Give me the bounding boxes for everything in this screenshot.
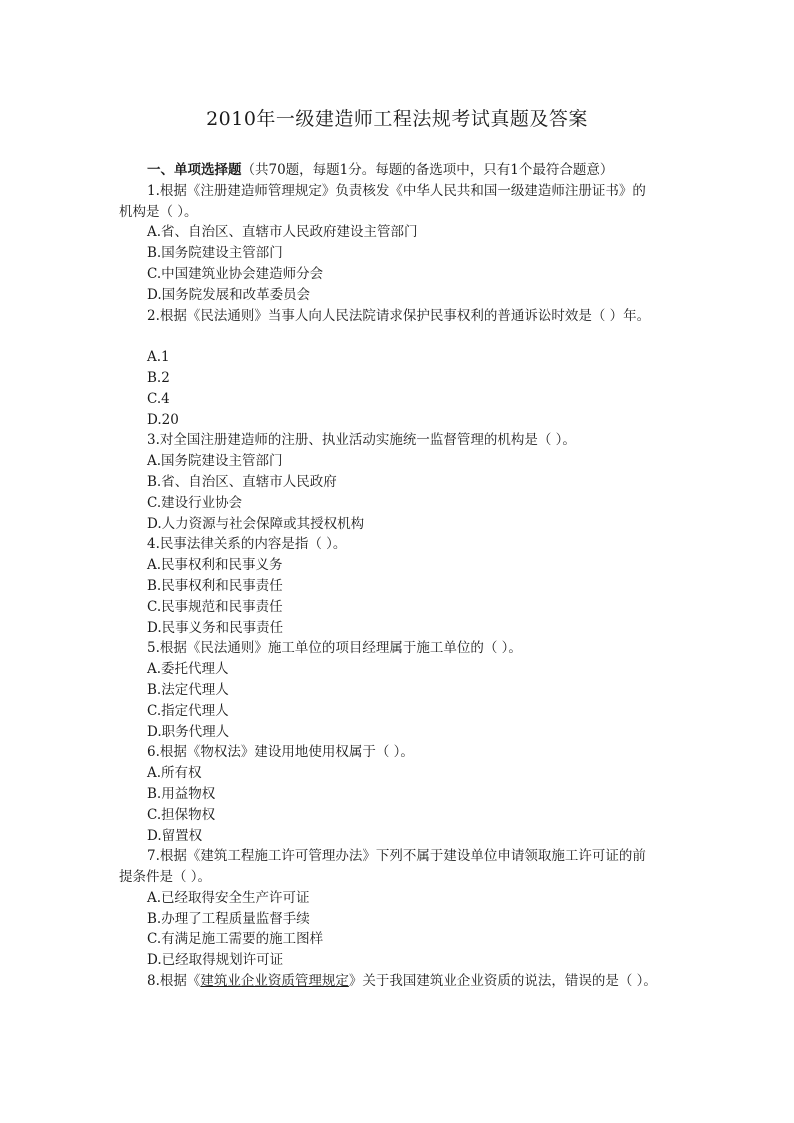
question-stem: 5.根据《民法通则》施工单位的项目经理属于施工单位的（ ）。 (147, 640, 522, 657)
answer-option: C.担保物权 (147, 806, 216, 823)
answer-option: A.1 (147, 349, 170, 366)
answer-option: D.职务代理人 (147, 723, 230, 740)
answer-option: A.已经取得安全生产许可证 (147, 889, 310, 906)
blank-line (119, 326, 679, 347)
answer-option: A.委托代理人 (147, 661, 229, 678)
answer-option: C.有满足施工需要的施工图样 (147, 931, 324, 948)
answer-option: D.人力资源与社会保障或其授权机构 (147, 515, 365, 532)
answer-option: D.国务院发展和改革委员会 (147, 286, 311, 303)
question-stem (119, 971, 679, 992)
question-stem: 3.对全国注册建造师的注册、执业活动实施统一监督管理的机构是（ ）。 (147, 432, 576, 449)
document-title: 2010年一级建造师工程法规考试真题及答案 (206, 108, 588, 130)
answer-option: D.民事义务和民事责任 (147, 619, 284, 636)
answer-option: C.中国建筑业协会建造师分会 (147, 265, 324, 282)
question-stem-continued: 提条件是（ ）。 (119, 869, 212, 886)
section-note: （共70题，每题1分。每题的备选项中，只有1个最符合题意） (241, 162, 614, 178)
answer-option: B.2 (147, 369, 170, 386)
answer-option: C.4 (147, 390, 170, 407)
question-stem: 2.根据《民法通则》当事人向人民法院请求保护民事权利的普通诉讼时效是（ ）年。 (147, 307, 651, 324)
answer-option: A.省、自治区、直辖市人民政府建设主管部门 (147, 224, 418, 241)
underlined-term: 建筑业企业资质管理规定 (200, 973, 349, 990)
answer-option: B.法定代理人 (147, 681, 229, 698)
answer-option: B.国务院建设主管部门 (147, 245, 283, 262)
question-stem-suffix: 》关于我国建筑业企业资质的说法，错误的是（ ）。 (348, 973, 657, 990)
answer-option: D.留置权 (147, 827, 203, 844)
question-stem: 7.根据《建筑工程施工许可管理办法》下列不属于建设单位申请领取施工许可证的前 (147, 848, 646, 865)
answer-option: B.省、自治区、直辖市人民政府 (147, 473, 337, 490)
question-stem-continued: 机构是（ ）。 (119, 203, 198, 220)
answer-option: B.用益物权 (147, 785, 216, 802)
question-stem: 6.根据《物权法》建设用地使用权属于（ ）。 (147, 744, 414, 761)
answer-option: C.指定代理人 (147, 702, 229, 719)
answer-option: C.民事规范和民事责任 (147, 598, 283, 615)
question-stem: 4.民事法律关系的内容是指（ ）。 (147, 536, 347, 553)
answer-option: A.民事权利和民事义务 (147, 557, 283, 574)
section-head-label: 一、单项选择题 (147, 162, 242, 178)
answer-option: A.所有权 (147, 765, 202, 782)
answer-option: B.民事权利和民事责任 (147, 577, 283, 594)
question-stem-prefix: 8.根据《 (147, 973, 201, 990)
answer-option: C.建设行业协会 (147, 494, 243, 511)
answer-option: D.已经取得规划许可证 (147, 952, 284, 969)
answer-option: D.20 (147, 411, 179, 428)
question-stem: 1.根据《注册建造师管理规定》负责核发《中华人民共和国一级建造师注册证书》的 (147, 182, 646, 199)
answer-option: B.办理了工程质量监督手续 (147, 910, 310, 927)
document-body (119, 160, 679, 992)
section-heading (119, 160, 679, 181)
answer-option: A.国务院建设主管部门 (147, 453, 283, 470)
